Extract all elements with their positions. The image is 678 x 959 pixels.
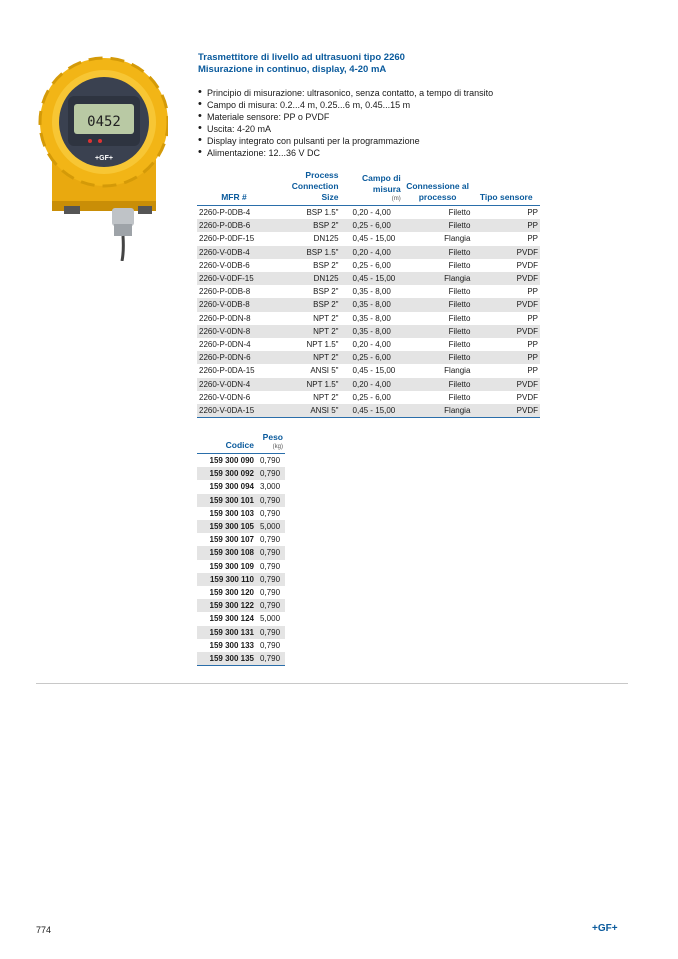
cell-range: 0,35 - 8,00 xyxy=(352,287,391,297)
cell-code: 159 300 110 xyxy=(197,573,257,586)
cell-sensor-type: PP xyxy=(527,234,538,244)
feature-item: • Display integrato con pulsanti per la programmazione xyxy=(198,135,578,147)
cell-connection-type: Filetto xyxy=(448,208,471,217)
cell-connection-size: ANSI 5" xyxy=(310,366,339,376)
table-row xyxy=(197,560,285,573)
header-weight-unit: (kg) xyxy=(272,444,283,450)
cell-weight: 3,000 xyxy=(260,482,281,492)
cell-weight: 0,790 xyxy=(257,546,285,559)
cell-mfr: 2260-P-0DA-15 xyxy=(199,366,255,376)
code-table-header xyxy=(197,432,285,454)
cell-weight: 0,790 xyxy=(260,561,281,571)
cell-mfr: 2260-P-0DB-4 xyxy=(199,208,251,217)
cell-connection-type: Filetto xyxy=(403,325,473,338)
table-row xyxy=(197,391,540,404)
cell-sensor-type: PP xyxy=(527,287,538,297)
cell-sensor-type: PVDF xyxy=(472,246,540,259)
cell-range: 0,45 - 15,00 xyxy=(341,404,403,418)
cell-range: 0,20 - 4,00 xyxy=(341,246,403,259)
cell-weight: 0,790 xyxy=(257,626,285,639)
cell-mfr: 2260-P-0DN-4 xyxy=(199,340,251,350)
cell-mfr: 2260-P-0DN-8 xyxy=(199,313,251,323)
table-row xyxy=(197,520,285,533)
table-row xyxy=(197,573,285,586)
cell-connection-size: DN125 xyxy=(271,272,341,285)
cell-weight: 0,790 xyxy=(257,652,285,666)
cell-mfr: 2260-V-0DN-4 xyxy=(197,378,271,391)
table-row xyxy=(197,338,540,351)
cell-sensor-type: PVDF xyxy=(472,404,540,418)
cell-range: 0,45 - 15,00 xyxy=(341,272,403,285)
cell-sensor-type: PP xyxy=(527,313,538,323)
table-row xyxy=(197,639,285,652)
cell-weight: 0,790 xyxy=(257,467,285,480)
cell-mfr: 2260-V-0DB-4 xyxy=(197,246,271,259)
cell-connection-type: Filetto xyxy=(403,246,473,259)
cell-sensor-type: PVDF xyxy=(472,378,540,391)
cell-sensor-type: PVDF xyxy=(472,272,540,285)
spec-table xyxy=(197,170,540,418)
cell-sensor-type: PP xyxy=(472,351,540,364)
code-table-body xyxy=(197,454,285,666)
header-range-unit: (m) xyxy=(391,196,401,202)
table-row xyxy=(197,599,285,612)
cell-range: 0,20 - 4,00 xyxy=(352,208,391,217)
cell-weight: 0,790 xyxy=(260,508,281,518)
cell-connection-size: NPT 1.5" xyxy=(306,340,339,350)
cell-code: 159 300 133 xyxy=(209,640,254,650)
feature-item: • Uscita: 4-20 mA xyxy=(198,123,578,135)
table-row xyxy=(197,364,540,377)
product-subtitle: Misurazione in continuo, display, 4-20 mA xyxy=(198,64,387,75)
table-row xyxy=(197,480,285,493)
header-code: Codice xyxy=(225,440,254,450)
cell-range: 0,45 - 15,00 xyxy=(352,234,396,244)
table-row xyxy=(197,219,540,232)
cell-connection-size: NPT 2" xyxy=(271,325,341,338)
table-row xyxy=(197,626,285,639)
cell-connection-type: Flangia xyxy=(444,366,471,376)
gf-logo: +GF+ xyxy=(592,923,618,934)
cell-connection-type: Flangia xyxy=(403,404,473,418)
cell-code: 159 300 131 xyxy=(197,626,257,639)
feature-item: • Campo di misura: 0.2...4 m, 0.25...6 m, 0.45...15 m xyxy=(198,99,578,111)
cell-connection-type: Filetto xyxy=(448,313,471,323)
cell-connection-size: NPT 2" xyxy=(313,392,339,402)
table-row xyxy=(197,467,285,480)
table-row xyxy=(197,272,540,285)
device-brand: +GF+ xyxy=(95,155,113,162)
cell-weight: 0,790 xyxy=(257,573,285,586)
page-number: 774 xyxy=(36,925,52,935)
cell-weight: 0,790 xyxy=(260,640,281,650)
display-readout: 0452 xyxy=(87,114,121,130)
cell-weight: 0,790 xyxy=(260,456,281,465)
cell-weight: 5,000 xyxy=(257,520,285,533)
feature-item: • Materiale sensore: PP o PVDF xyxy=(198,111,578,123)
divider xyxy=(36,683,628,684)
cell-sensor-type: PVDF xyxy=(516,260,538,270)
cell-connection-type: Flangia xyxy=(444,234,471,244)
cell-sensor-type: PP xyxy=(527,208,538,217)
header-range-label: Campo di misura xyxy=(362,173,401,194)
level-transmitter-illustration xyxy=(38,56,168,261)
cell-code: 159 300 094 xyxy=(209,482,254,492)
table-row xyxy=(197,206,540,220)
cell-connection-size: NPT 2" xyxy=(313,313,339,323)
cell-mfr: 2260-P-0DB-8 xyxy=(199,287,251,297)
table-row xyxy=(197,325,540,338)
cell-connection-type: Filetto xyxy=(448,260,471,270)
cell-mfr: 2260-V-0DB-8 xyxy=(197,298,271,311)
cell-connection-size: NPT 2" xyxy=(271,351,341,364)
spec-table-body xyxy=(197,206,540,418)
cell-mfr: 2260-P-0DN-6 xyxy=(197,351,271,364)
cell-sensor-type: PP xyxy=(527,366,538,376)
product-image xyxy=(38,56,168,261)
cell-connection-type: Filetto xyxy=(403,219,473,232)
cell-code: 159 300 109 xyxy=(209,561,254,571)
cell-mfr: 2260-V-0DN-6 xyxy=(199,392,251,402)
table-row xyxy=(197,533,285,546)
header-range xyxy=(341,170,403,206)
cell-range: 0,45 - 15,00 xyxy=(352,366,396,376)
cell-sensor-type: PVDF xyxy=(516,392,538,402)
table-row xyxy=(197,454,285,468)
cell-mfr: 2260-V-0DB-6 xyxy=(199,260,250,270)
cell-range: 0,25 - 6,00 xyxy=(341,351,403,364)
cell-range: 0,25 - 6,00 xyxy=(341,219,403,232)
cell-code: 159 300 092 xyxy=(197,467,257,480)
table-row xyxy=(197,404,540,418)
cell-weight: 5,000 xyxy=(260,614,281,624)
cell-weight: 0,790 xyxy=(260,588,281,598)
cell-connection-size: BSP 2" xyxy=(313,287,339,297)
table-row xyxy=(197,652,285,666)
cell-range: 0,35 - 8,00 xyxy=(352,313,391,323)
cell-weight: 0,790 xyxy=(257,599,285,612)
table-row xyxy=(197,285,540,298)
cell-range: 0,20 - 4,00 xyxy=(352,340,391,350)
cell-range: 0,25 - 6,00 xyxy=(352,260,391,270)
table-row xyxy=(197,507,285,520)
cell-connection-type: Filetto xyxy=(403,298,473,311)
feature-list xyxy=(198,87,578,159)
header-connection-size: Process Connection Size xyxy=(291,170,339,202)
cell-connection-size: DN125 xyxy=(313,234,339,244)
cell-sensor-type: PP xyxy=(472,219,540,232)
table-row xyxy=(197,351,540,364)
feature-item: • Principio di misurazione: ultrasonico, senza contatto, a tempo di transito xyxy=(198,87,578,99)
cell-weight: 0,790 xyxy=(260,535,281,545)
cell-connection-size: BSP 1.5" xyxy=(306,208,339,217)
cell-connection-size: BSP 2" xyxy=(271,298,341,311)
cell-connection-size: BSP 2" xyxy=(271,219,341,232)
cell-connection-type: Flangia xyxy=(403,272,473,285)
cell-code: 159 300 108 xyxy=(197,546,257,559)
table-row xyxy=(197,259,540,272)
cell-connection-type: Filetto xyxy=(448,340,471,350)
cell-sensor-type: PP xyxy=(527,340,538,350)
table-row xyxy=(197,312,540,325)
spec-table-header xyxy=(197,170,540,206)
cell-connection-type: Filetto xyxy=(448,392,471,402)
cell-mfr: 2260-V-0DF-15 xyxy=(197,272,271,285)
cell-range: 0,35 - 8,00 xyxy=(341,325,403,338)
table-row xyxy=(197,232,540,245)
cell-code: 159 300 135 xyxy=(197,652,257,666)
cell-mfr: 2260-P-0DB-6 xyxy=(197,219,271,232)
cell-mfr: 2260-P-0DF-15 xyxy=(199,234,255,244)
cell-mfr: 2260-V-0DN-8 xyxy=(197,325,271,338)
cell-sensor-type: PVDF xyxy=(472,298,540,311)
header-weight xyxy=(257,432,285,454)
cell-code: 159 300 101 xyxy=(197,494,257,507)
cell-connection-size: BSP 1.5" xyxy=(271,246,341,259)
code-table xyxy=(197,432,285,666)
cell-connection-size: BSP 2" xyxy=(313,260,339,270)
table-row xyxy=(197,586,285,599)
cell-range: 0,25 - 6,00 xyxy=(352,392,391,402)
header-connection-type: Connessione al processo xyxy=(406,181,470,202)
cell-code: 159 300 107 xyxy=(209,535,254,545)
cell-connection-size: NPT 1.5" xyxy=(271,378,341,391)
cell-code: 159 300 122 xyxy=(197,599,257,612)
header-sensor-type: Tipo sensore xyxy=(479,192,533,202)
cell-mfr: 2260-V-0DA-15 xyxy=(197,404,271,418)
cell-range: 0,20 - 4,00 xyxy=(341,378,403,391)
table-row xyxy=(197,298,540,311)
table-row xyxy=(197,378,540,391)
cell-code: 159 300 103 xyxy=(209,508,254,518)
cell-connection-type: Filetto xyxy=(403,351,473,364)
cell-weight: 0,790 xyxy=(257,494,285,507)
cell-connection-size: ANSI 5" xyxy=(271,404,341,418)
cell-connection-type: Filetto xyxy=(403,378,473,391)
table-row xyxy=(197,246,540,259)
cell-connection-type: Filetto xyxy=(448,287,471,297)
table-row xyxy=(197,612,285,625)
feature-item: • Alimentazione: 12...36 V DC xyxy=(198,147,578,159)
table-row xyxy=(197,546,285,559)
table-row xyxy=(197,494,285,507)
cell-sensor-type: PVDF xyxy=(472,325,540,338)
cell-code: 159 300 090 xyxy=(209,456,254,465)
cell-range: 0,35 - 8,00 xyxy=(341,298,403,311)
header-weight-label: Peso xyxy=(262,432,283,442)
product-heading xyxy=(198,52,558,76)
header-mfr: MFR # xyxy=(221,192,247,202)
product-title: Trasmettitore di livello ad ultrasuoni tipo 2260 xyxy=(198,52,405,63)
cell-code: 159 300 124 xyxy=(209,614,254,624)
cell-code: 159 300 105 xyxy=(197,520,257,533)
cell-code: 159 300 120 xyxy=(209,588,254,598)
